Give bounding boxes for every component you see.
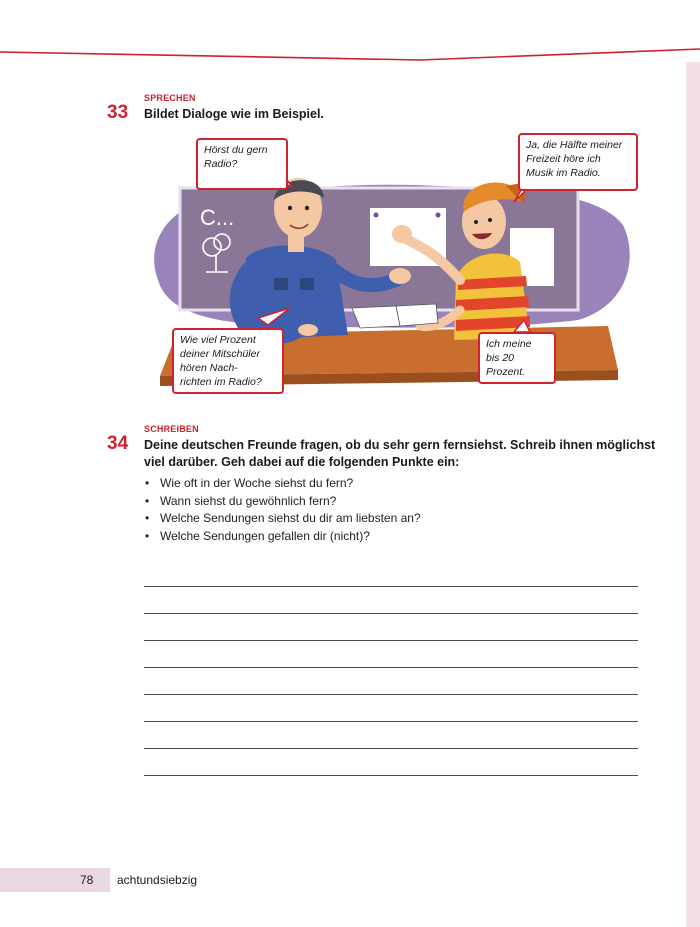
top-red-rule bbox=[0, 0, 700, 70]
side-color-strip bbox=[686, 62, 700, 927]
exercise-title-34-line1: Deine deutschen Freunde fragen, ob du sehr gern fernsiehst. Schreib ihnen möglichst bbox=[144, 438, 656, 452]
bubble-text-3-line: richten im Radio? bbox=[180, 376, 262, 388]
bubble-text-4-line: bis 20 bbox=[486, 352, 515, 364]
exercise-number-34: 34 bbox=[107, 433, 129, 454]
bubble-text-1: Hörst du gern Radio? bbox=[204, 144, 268, 170]
writing-line[interactable] bbox=[144, 748, 638, 749]
speech-bubble-question-percent bbox=[172, 328, 284, 394]
bubble-text-4-line: Ich meine bbox=[486, 338, 532, 350]
bubble-text-3-line: deiner Mitschüler bbox=[180, 348, 260, 360]
writing-line[interactable] bbox=[144, 613, 638, 614]
bubble-text-3-line: Wie viel Prozent bbox=[180, 334, 256, 346]
list-item: • Wie oft in der Woche siehst du fern? bbox=[144, 475, 421, 493]
writing-line[interactable] bbox=[144, 721, 638, 722]
section-label-schreiben: SCHREIBEN bbox=[144, 424, 199, 434]
page-number-word: achtundsiebzig bbox=[117, 873, 198, 887]
board-text: C... bbox=[200, 205, 235, 230]
writing-line[interactable] bbox=[144, 775, 638, 776]
speech-bubble-answer-half bbox=[518, 133, 638, 191]
question-points-list bbox=[144, 475, 421, 545]
page-number: 78 bbox=[80, 873, 94, 887]
exercise-title-33: Bildet Dialoge wie im Beispiel. bbox=[144, 107, 324, 121]
list-item: • Welche Sendungen siehst du dir am liebsten an? bbox=[144, 510, 421, 528]
speech-bubble-question-radio bbox=[196, 138, 288, 190]
writing-line[interactable] bbox=[144, 667, 638, 668]
list-item: • Wann siehst du gewöhnlich fern? bbox=[144, 493, 421, 511]
section-label-sprechen: SPRECHEN bbox=[144, 93, 196, 103]
writing-line[interactable] bbox=[144, 640, 638, 641]
open-book bbox=[352, 304, 438, 328]
exercise-number-33: 33 bbox=[107, 102, 129, 123]
exercise-title-34-line2: viel darüber. Geh dabei auf die folgenden Punkte ein: bbox=[144, 455, 460, 469]
footer-color-bar bbox=[0, 868, 110, 892]
speech-bubble-answer-percent bbox=[478, 332, 556, 384]
writing-line[interactable] bbox=[144, 694, 638, 695]
bubble-text-4-line: Prozent. bbox=[486, 366, 526, 378]
bubble-text-3-line: hören Nach- bbox=[180, 362, 238, 374]
bubble-text-2: Ja, die Hälfte meiner Freizeit höre ich Musik im Radio. bbox=[526, 139, 623, 179]
list-item: • Welche Sendungen gefallen dir (nicht)? bbox=[144, 528, 421, 546]
writing-line[interactable] bbox=[144, 586, 638, 587]
